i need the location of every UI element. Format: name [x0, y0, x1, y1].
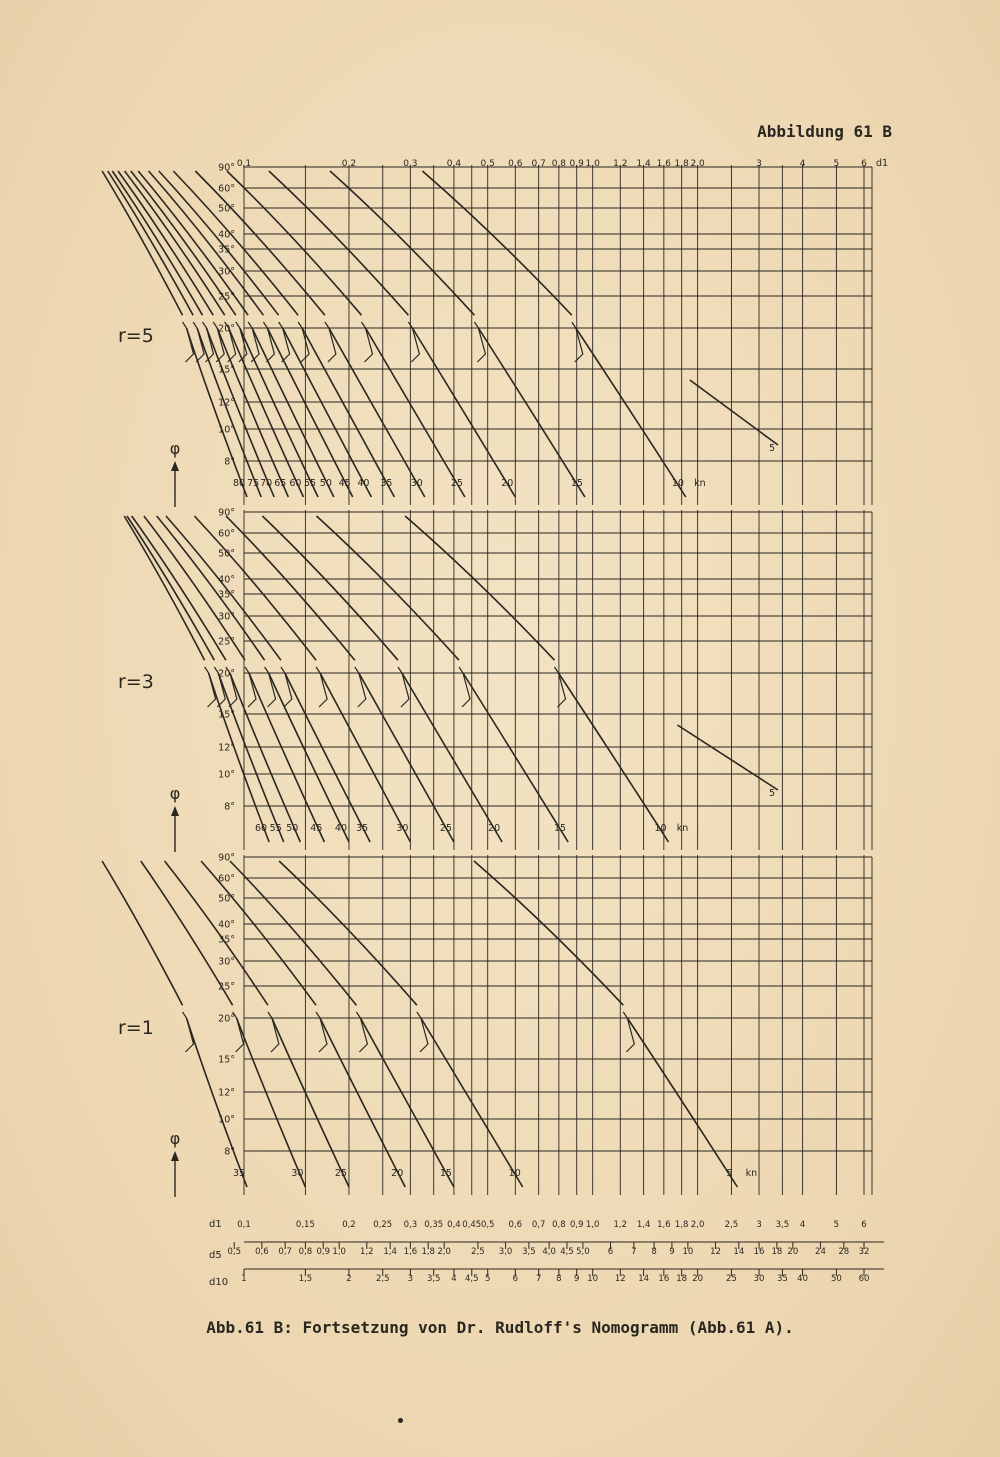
angle-tick-label: 15° — [218, 364, 235, 376]
bottom-axis-tick-label: 18 — [676, 1274, 688, 1284]
speed-label: 15 — [554, 823, 567, 834]
angle-tick-label: 12° — [218, 742, 235, 754]
speed-curve-upper — [102, 171, 182, 315]
phi-axis-label: φ — [169, 1129, 181, 1148]
top-axis-tick-label: 1,8 — [674, 159, 689, 169]
speed-label: 60 — [255, 823, 268, 834]
bottom-axis-tick-label: 10 — [587, 1274, 599, 1284]
top-axis-tick-label: 0,6 — [508, 159, 523, 169]
speed-curve-upper — [165, 861, 268, 1005]
speed-label: 70 — [260, 478, 273, 489]
bottom-axis-tick-label: 20 — [692, 1274, 704, 1284]
extra-curve-label: 5 — [768, 788, 776, 799]
angle-tick-label: 30° — [218, 266, 235, 278]
angle-tick-label: 90° — [218, 852, 235, 864]
speed-curve-lower — [187, 1018, 248, 1187]
speed-label: 15 — [439, 1168, 452, 1179]
bottom-axis-tick-label: 1 — [241, 1274, 247, 1284]
speed-curve-lower — [402, 673, 502, 842]
panel-label-r5: r=5 — [118, 325, 154, 347]
bottom-axis-tick-label: 4 — [451, 1274, 457, 1284]
bottom-axis-tick-label: 3 — [407, 1274, 414, 1284]
bottom-axis-tick-label: 0,25 — [373, 1220, 393, 1230]
angle-tick-label: 8° — [224, 801, 235, 813]
speed-label: 65 — [274, 478, 287, 489]
bottom-axis-tick-label: 1,0 — [585, 1220, 600, 1230]
bottom-axis-tick-label: 0,9 — [316, 1247, 331, 1257]
speed-label: 30 — [396, 823, 409, 834]
angle-tick-label: 20° — [218, 668, 235, 680]
top-axis-tick-label: 6 — [861, 159, 867, 169]
top-axis-tick-label: 5 — [833, 159, 840, 169]
bottom-axis-tick-label: 2,5 — [471, 1247, 485, 1257]
figure-id: Abbildung 61 B — [757, 122, 892, 141]
bottom-axis-tick-label: 9 — [574, 1274, 580, 1284]
angle-tick-label: 30° — [218, 611, 235, 623]
angle-tick-label: 20° — [218, 323, 235, 335]
speed-label: 60 — [289, 478, 302, 489]
bottom-axis-tick-label: 10 — [682, 1247, 694, 1257]
bottom-axis-tick-label: 5 — [833, 1220, 840, 1230]
speed-label: 45 — [338, 478, 351, 489]
bottom-axis-tick-label: 50 — [830, 1274, 842, 1284]
ink-dot — [398, 1418, 403, 1423]
bottom-axis-tick-label: 25 — [726, 1274, 737, 1284]
top-axis-tick-label: 0,7 — [531, 159, 546, 169]
speed-curve-lower — [218, 673, 283, 842]
speed-curve-lower — [267, 328, 352, 497]
bottom-axis-tick-label: 30 — [753, 1274, 765, 1284]
bottom-axis-tick-label: 14 — [638, 1274, 650, 1284]
speed-curve-upper — [112, 171, 202, 315]
speed-label: 50 — [286, 823, 299, 834]
speed-label: 30 — [291, 1168, 304, 1179]
bottom-axis-tick-label: 4 — [799, 1220, 806, 1230]
bottom-axis-tick-label: 16 — [658, 1274, 670, 1284]
speed-curve-lower — [230, 673, 300, 842]
bottom-axis-tick-label: 32 — [858, 1247, 870, 1257]
speed-label: 15 — [570, 478, 583, 489]
angle-tick-label: 25° — [218, 981, 235, 993]
angle-tick-label: 90° — [218, 507, 235, 519]
speed-label: 40 — [334, 823, 348, 834]
speed-curve-upper — [269, 171, 409, 315]
bottom-axis-tick-label: 18 — [771, 1247, 783, 1257]
bottom-axis-tick-label: 0,5 — [480, 1220, 495, 1230]
bottom-axis-tick-label: 1,4 — [383, 1247, 397, 1257]
bottom-axis-tick-label: 0,3 — [403, 1220, 418, 1230]
bottom-axis-tick-label: 1,8 — [421, 1247, 435, 1257]
angle-tick-label: 60° — [218, 183, 235, 195]
bottom-axis-tick-label: 0,7 — [531, 1220, 546, 1230]
angle-tick-label: 50° — [218, 893, 235, 905]
bottom-axis-tick-label: 1,6 — [657, 1220, 671, 1230]
speed-curve-upper — [127, 516, 214, 660]
bottom-axis-tick-label: 3,5 — [522, 1247, 536, 1257]
bottom-axis-tick-label: 40 — [797, 1274, 809, 1284]
bottom-axis-name: d5 — [209, 1250, 222, 1261]
angle-tick-label: 12° — [218, 397, 235, 409]
top-axis-tick-label: 0,2 — [341, 159, 357, 169]
top-axis-tick-label: 0,8 — [551, 159, 567, 169]
bottom-axis-tick-label: 3,5 — [775, 1220, 790, 1230]
angle-tick-label: 35° — [218, 589, 235, 601]
bottom-axis-tick-label: 0,8 — [552, 1220, 566, 1230]
speed-curve-lower — [359, 673, 454, 842]
bottom-axis-tick-label: 2,0 — [690, 1220, 705, 1230]
bottom-axis-tick-label: 0,6 — [255, 1247, 269, 1257]
speed-label: 10 — [671, 478, 684, 489]
panel-label-r1: r=1 — [118, 1017, 154, 1039]
bottom-axis-tick-label: 4,5 — [560, 1247, 574, 1257]
bottom-axis-tick-label: 24 — [815, 1247, 826, 1257]
speed-curve-upper — [124, 516, 204, 660]
extra-curve-label: 5 — [768, 443, 776, 454]
figure-caption: Abb.61 B: Fortsetzung von Dr. Rudloff's Nomogramm (Abb.61 A). — [206, 1318, 794, 1337]
speed-label: 20 — [488, 823, 501, 834]
speed-curve-upper — [474, 861, 623, 1005]
bottom-axis-tick-label: 8 — [556, 1274, 562, 1284]
speed-label: 50 — [319, 478, 332, 489]
speed-curve-upper — [149, 171, 264, 315]
speed-curve-upper — [226, 516, 355, 660]
speed-label: 20 — [501, 478, 514, 489]
bottom-axis-tick-label: 1,4 — [636, 1220, 651, 1230]
speed-unit-label: kn — [676, 823, 689, 834]
angle-tick-label: 50° — [218, 548, 235, 560]
angle-tick-label: 15° — [218, 1054, 235, 1066]
speed-curve-lower — [269, 673, 349, 842]
angle-tick-label: 30° — [218, 956, 235, 968]
angle-tick-label: 20° — [218, 1013, 235, 1025]
top-axis-tick-label: 1,4 — [636, 159, 651, 169]
angle-tick-label: 8° — [224, 1146, 235, 1158]
phi-arrow-head — [171, 461, 179, 471]
bottom-axis-tick-label: 2,5 — [724, 1220, 739, 1230]
bottom-axis-tick-label: 1,0 — [332, 1247, 346, 1257]
angle-tick-label: 10° — [218, 1114, 235, 1126]
phi-arrow-head — [171, 1151, 179, 1161]
bottom-axis-tick-label: 7 — [535, 1274, 542, 1284]
bottom-axis-tick-label: 1,6 — [403, 1247, 418, 1257]
bottom-axis-tick-label: 1,5 — [298, 1274, 313, 1284]
bottom-axis-tick-label: 0,2 — [342, 1220, 356, 1230]
top-axis-tick-label: 0,5 — [480, 159, 495, 169]
bottom-axis-name: d1 — [209, 1219, 222, 1230]
speed-curve-upper — [405, 516, 554, 660]
bottom-axis-tick-label: 2 — [346, 1274, 352, 1284]
bottom-axis-tick-label: 20 — [787, 1247, 799, 1257]
bottom-axis-tick-label: 60 — [858, 1274, 870, 1284]
speed-curve-lower — [272, 1018, 349, 1187]
angle-tick-label: 25° — [218, 636, 235, 648]
speed-label: 25 — [334, 1168, 348, 1179]
panel-label-r3: r=3 — [118, 671, 154, 693]
bottom-axis-tick-label: 6 — [861, 1220, 867, 1230]
angle-tick-label: 50° — [218, 203, 235, 215]
bottom-axis-tick-label: 5,0 — [576, 1247, 590, 1257]
bottom-axis-tick-label: 9 — [669, 1247, 675, 1257]
bottom-axis-tick-label: 8 — [651, 1247, 657, 1257]
bottom-axis-tick-label: 12 — [710, 1247, 721, 1257]
speed-label: 40 — [357, 478, 370, 489]
top-axis-tick-label: 0,1 — [236, 159, 252, 169]
speed-label: 5 — [726, 1168, 733, 1179]
speed-curve-upper — [132, 516, 226, 660]
bottom-axis-tick-label: 0,7 — [278, 1247, 292, 1257]
angle-tick-label: 8° — [224, 456, 235, 468]
phi-axis-label: φ — [169, 784, 181, 803]
speed-label: 80 — [232, 478, 246, 489]
speed-curve-upper — [422, 171, 571, 315]
speed-curve-lower — [412, 328, 515, 497]
speed-label: 55 — [269, 823, 282, 834]
angle-tick-label: 40° — [218, 919, 235, 931]
angle-tick-label: 10° — [218, 424, 235, 436]
bottom-axis-tick-label: 0,8 — [298, 1247, 313, 1257]
bottom-axis-tick-label: 0,1 — [237, 1220, 251, 1230]
bottom-axis-tick-label: 0,45 — [462, 1220, 482, 1230]
bottom-axis-tick-label: 0,4 — [447, 1220, 461, 1230]
phi-arrow-head — [171, 806, 179, 816]
speed-curve-upper — [125, 171, 225, 315]
speed-curve-lower — [283, 328, 372, 497]
extra-curve-5 — [677, 725, 778, 790]
bottom-axis-tick-label: 4,0 — [542, 1247, 556, 1257]
top-axis-tick-label: 3 — [756, 159, 762, 169]
bottom-axis-tick-label: 3 — [756, 1220, 762, 1230]
extra-curve-5 — [690, 380, 778, 445]
angle-tick-label: 60° — [218, 528, 235, 540]
speed-label: 25 — [439, 823, 452, 834]
top-axis-tick-label: 1,0 — [585, 159, 600, 169]
speed-label: 45 — [310, 823, 323, 834]
bottom-axis-tick-label: 1,2 — [360, 1247, 374, 1257]
speed-label: 55 — [303, 478, 317, 489]
speed-curve-upper — [230, 861, 356, 1005]
bottom-axis-tick-label: 12 — [614, 1274, 626, 1284]
speed-curve-upper — [262, 516, 398, 660]
bottom-axis-tick-label: 2,5 — [375, 1274, 390, 1284]
bottom-axis-tick-label: 2,0 — [437, 1247, 451, 1257]
bottom-axis-tick-label: 7 — [631, 1247, 637, 1257]
bottom-axis-tick-label: 0,35 — [424, 1220, 444, 1230]
angle-tick-label: 40° — [218, 574, 235, 586]
angle-tick-label: 60° — [218, 873, 235, 885]
speed-label: 75 — [247, 478, 260, 489]
speed-label: 20 — [391, 1168, 404, 1179]
speed-label: 35 — [232, 1168, 246, 1179]
speed-curve-lower — [320, 1018, 405, 1187]
top-axis-tick-label: 0,4 — [446, 159, 462, 169]
top-axis-tick-label: 0,3 — [403, 159, 418, 169]
bottom-axis-tick-label: 0,15 — [295, 1220, 315, 1230]
bottom-axis-tick-label: 0,5 — [227, 1247, 242, 1257]
bottom-axis-tick-label: 28 — [838, 1247, 850, 1257]
speed-curve-upper — [102, 861, 182, 1005]
angle-tick-label: 35° — [218, 934, 235, 946]
speed-curve-upper — [173, 171, 298, 315]
speed-label: 10 — [508, 1168, 521, 1179]
speed-label: 35 — [356, 823, 369, 834]
angle-tick-label: 15° — [218, 709, 235, 721]
speed-curve-upper — [108, 171, 193, 315]
speed-curve-lower — [237, 1018, 306, 1187]
top-axis-tick-label: 0,9 — [569, 159, 584, 169]
phi-axis-label: φ — [169, 439, 181, 458]
bottom-axis-tick-label: 4,5 — [464, 1274, 479, 1284]
angle-tick-label: 90° — [218, 162, 235, 174]
speed-label: 30 — [410, 478, 423, 489]
bottom-axis-tick-label: 0,6 — [508, 1220, 523, 1230]
bottom-axis-tick-label: 35 — [776, 1274, 788, 1284]
bottom-axis-tick-label: 6 — [512, 1274, 519, 1284]
angle-tick-label: 25° — [218, 291, 235, 303]
speed-curve-upper — [118, 171, 213, 315]
angle-tick-label: 12° — [218, 1087, 235, 1099]
angle-tick-label: 35° — [218, 244, 235, 256]
top-axis-tick-label: 4 — [799, 159, 806, 169]
speed-curve-lower — [360, 1018, 454, 1187]
speed-label: 35 — [380, 478, 393, 489]
bottom-axis-tick-label: 1,2 — [613, 1220, 628, 1230]
speed-curve-lower — [478, 328, 585, 497]
speed-label: 25 — [450, 478, 463, 489]
top-axis-tick-label: 1,6 — [656, 159, 672, 169]
angle-tick-label: 40° — [218, 229, 235, 241]
top-axis-tick-label: 2,0 — [690, 159, 705, 169]
speed-unit-label: kn — [694, 478, 706, 489]
bottom-axis-tick-label: 3,0 — [498, 1247, 513, 1257]
bottom-axis-tick-label: 6 — [607, 1247, 614, 1257]
bottom-axis-tick-label: 16 — [753, 1247, 765, 1257]
bottom-axis-tick-label: 14 — [733, 1247, 745, 1257]
bottom-axis-tick-label: 1,8 — [674, 1220, 689, 1230]
speed-label: 10 — [654, 823, 667, 834]
speed-curve-lower — [559, 673, 669, 842]
top-axis-tick-label: 1,2 — [613, 159, 628, 169]
bottom-axis-tick-label: 5 — [485, 1274, 491, 1284]
speed-curve-upper — [330, 171, 474, 315]
bottom-axis-name: d10 — [209, 1277, 229, 1288]
top-axis-label: d1 — [875, 158, 889, 169]
bottom-axis-tick-label: 3,5 — [426, 1274, 441, 1284]
speed-unit-label: kn — [745, 1168, 758, 1179]
angle-tick-label: 10° — [218, 769, 235, 781]
bottom-axis-tick-label: 0,9 — [569, 1220, 584, 1230]
